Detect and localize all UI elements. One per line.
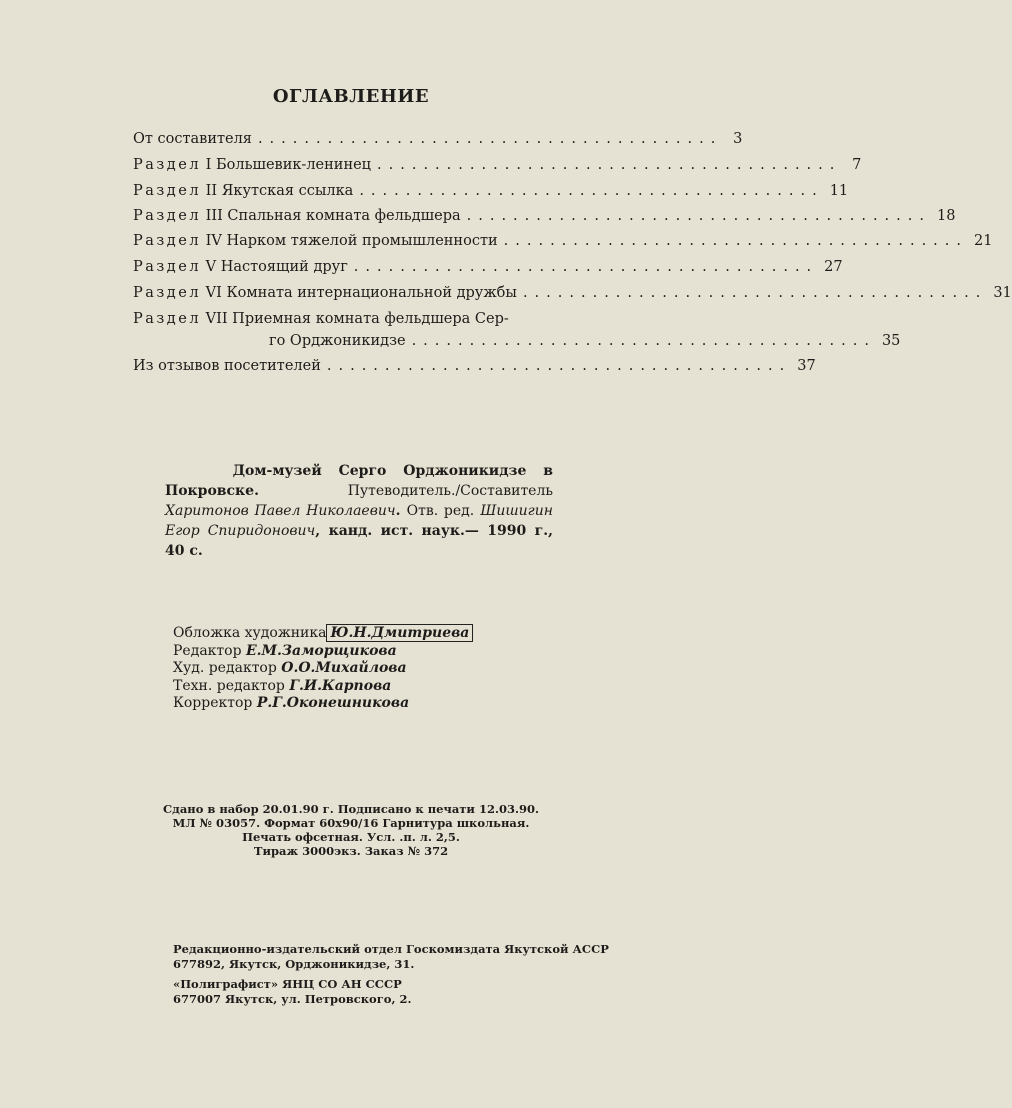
toc-title: V Настоящий друг bbox=[205, 259, 348, 275]
toc-label bbox=[133, 183, 353, 199]
credit-role: Обложка художника bbox=[173, 625, 327, 641]
credit-line bbox=[173, 678, 473, 696]
credit-role: Техн. редактор bbox=[173, 677, 285, 694]
toc-prefix: Раздел bbox=[133, 157, 202, 173]
toc-label bbox=[133, 358, 321, 374]
toc-leader: ........................................ bbox=[411, 333, 876, 349]
toc-entry bbox=[133, 311, 585, 327]
printer-line: «Полиграфист» ЯНЦ СО АН СССР bbox=[173, 977, 402, 991]
toc-page: 11 bbox=[829, 183, 849, 199]
printer-line: 677007 Якутск, ул. Петровского, 2. bbox=[173, 992, 412, 1006]
desc-rest: , канд. ист. наук.— 1990 г., 40 с. bbox=[165, 523, 553, 559]
credit-name: Р.Г.Оконешникова bbox=[256, 695, 410, 711]
toc-entry bbox=[133, 208, 956, 224]
toc-page: 27 bbox=[824, 259, 843, 275]
toc-entry bbox=[133, 157, 862, 173]
toc-page: 7 bbox=[852, 157, 862, 173]
toc-title: II Якутская ссылка bbox=[205, 183, 354, 199]
toc-label bbox=[133, 131, 252, 147]
toc-title: VII Приемная комната фельдшера Сер- bbox=[205, 311, 509, 327]
toc-title: I Большевик-ленинец bbox=[205, 157, 372, 173]
publisher-line: Редакционно-издательский отдел Госкомиздата Якутской АССР bbox=[173, 942, 609, 956]
toc-label bbox=[269, 333, 406, 349]
toc-leader: ........................................ bbox=[359, 183, 824, 199]
credit-line bbox=[173, 695, 473, 713]
imprint bbox=[0, 802, 702, 858]
desc-editor: Шишигин Егор Спиридонович bbox=[165, 503, 553, 539]
printer bbox=[173, 977, 411, 1007]
toc-page: 21 bbox=[974, 233, 993, 249]
toc-entry bbox=[133, 131, 743, 147]
toc-prefix: Раздел bbox=[133, 311, 202, 327]
toc-prefix: Раздел bbox=[133, 259, 202, 275]
credit-name: Ю.Н.Дмитриева bbox=[326, 624, 473, 642]
imprint-line: Печать офсетная. Усл. .п. л. 2,5. bbox=[242, 830, 460, 844]
toc-page: 31 bbox=[993, 285, 1012, 301]
toc-title: VI Комната интернациональной дружбы bbox=[205, 285, 517, 301]
toc-leader: ........................................ bbox=[466, 208, 931, 224]
credit-line bbox=[173, 643, 473, 661]
toc-label bbox=[133, 285, 517, 301]
credit-name: Е.М.Заморщикова bbox=[246, 642, 397, 659]
toc-leader: ........................................ bbox=[377, 157, 842, 173]
credit-name: Г.И.Карпова bbox=[289, 677, 392, 694]
toc-entry bbox=[133, 233, 993, 249]
toc-title: Из отзывов посетителей bbox=[133, 358, 321, 374]
toc-entry bbox=[133, 333, 901, 349]
credits bbox=[173, 625, 473, 713]
toc-label bbox=[133, 259, 348, 275]
toc-entry bbox=[133, 358, 816, 374]
credit-line bbox=[173, 625, 473, 643]
desc-guide: Путеводитель./Составитель bbox=[347, 483, 553, 499]
imprint-line: Сдано в набор 20.01.90 г. Подписано к печати 12.03.90. bbox=[163, 802, 539, 816]
toc-leader: ........................................ bbox=[353, 259, 819, 275]
toc-label bbox=[133, 311, 509, 327]
toc-label bbox=[133, 157, 371, 173]
publisher-line: 677892, Якутск, Орджоникидзе, 31. bbox=[173, 957, 415, 971]
toc-leader: ........................................ bbox=[522, 285, 988, 301]
desc-compiler: Харитонов Павел Николаевич bbox=[165, 503, 396, 519]
toc-entry bbox=[133, 285, 1012, 301]
toc-leader: ........................................ bbox=[503, 233, 969, 249]
toc-label bbox=[133, 208, 461, 224]
desc-title: Дом-музей Серго Орджоникидзе в Покровске. bbox=[165, 463, 553, 499]
toc-title: IV Нарком тяжелой промышленности bbox=[205, 233, 498, 249]
toc-title: III Спальная комната фельдшера bbox=[205, 208, 461, 224]
imprint-line: МЛ № 03057. Формат 60x90/16 Гарнитура школьная. bbox=[172, 816, 530, 830]
imprint-line: Тираж 3000экз. Заказ № 372 bbox=[253, 844, 449, 858]
toc-entry bbox=[133, 183, 849, 199]
toc-leader: ........................................ bbox=[257, 131, 723, 147]
toc-page: 37 bbox=[797, 358, 816, 374]
toc-page: 3 bbox=[733, 131, 743, 147]
desc-editor-label: Отв. ред. bbox=[406, 503, 475, 519]
credit-role: Худ. редактор bbox=[173, 660, 277, 676]
page-title: ОГЛАВЛЕНИЕ bbox=[272, 86, 430, 107]
credit-line bbox=[173, 660, 473, 678]
bibliographic-description: Дом-музей Серго Орджоникидзе в Покровске. Путеводитель./Составитель Харитонов Павел Николаевич. Отв. ред. Шишигин Егор Спиридонович, канд. ист. наук.— 1990 г., 40 с. bbox=[165, 463, 553, 559]
toc-prefix: Раздел bbox=[133, 208, 202, 224]
credit-name: О.О.Михайлова bbox=[281, 660, 407, 676]
toc-entry bbox=[133, 259, 843, 275]
toc-prefix: Раздел bbox=[133, 285, 202, 301]
toc-prefix: Раздел bbox=[133, 183, 202, 199]
toc-prefix: Раздел bbox=[133, 233, 202, 249]
credit-role: Редактор bbox=[173, 642, 242, 659]
toc-page: 35 bbox=[881, 333, 901, 349]
publisher bbox=[173, 942, 609, 972]
toc-label bbox=[133, 233, 498, 249]
toc-leader: ........................................ bbox=[326, 358, 792, 374]
toc-title: От составителя bbox=[133, 131, 252, 147]
toc-page: 18 bbox=[937, 208, 956, 224]
toc-title: го Орджоникидзе bbox=[269, 333, 406, 349]
credit-role: Корректор bbox=[173, 695, 253, 711]
